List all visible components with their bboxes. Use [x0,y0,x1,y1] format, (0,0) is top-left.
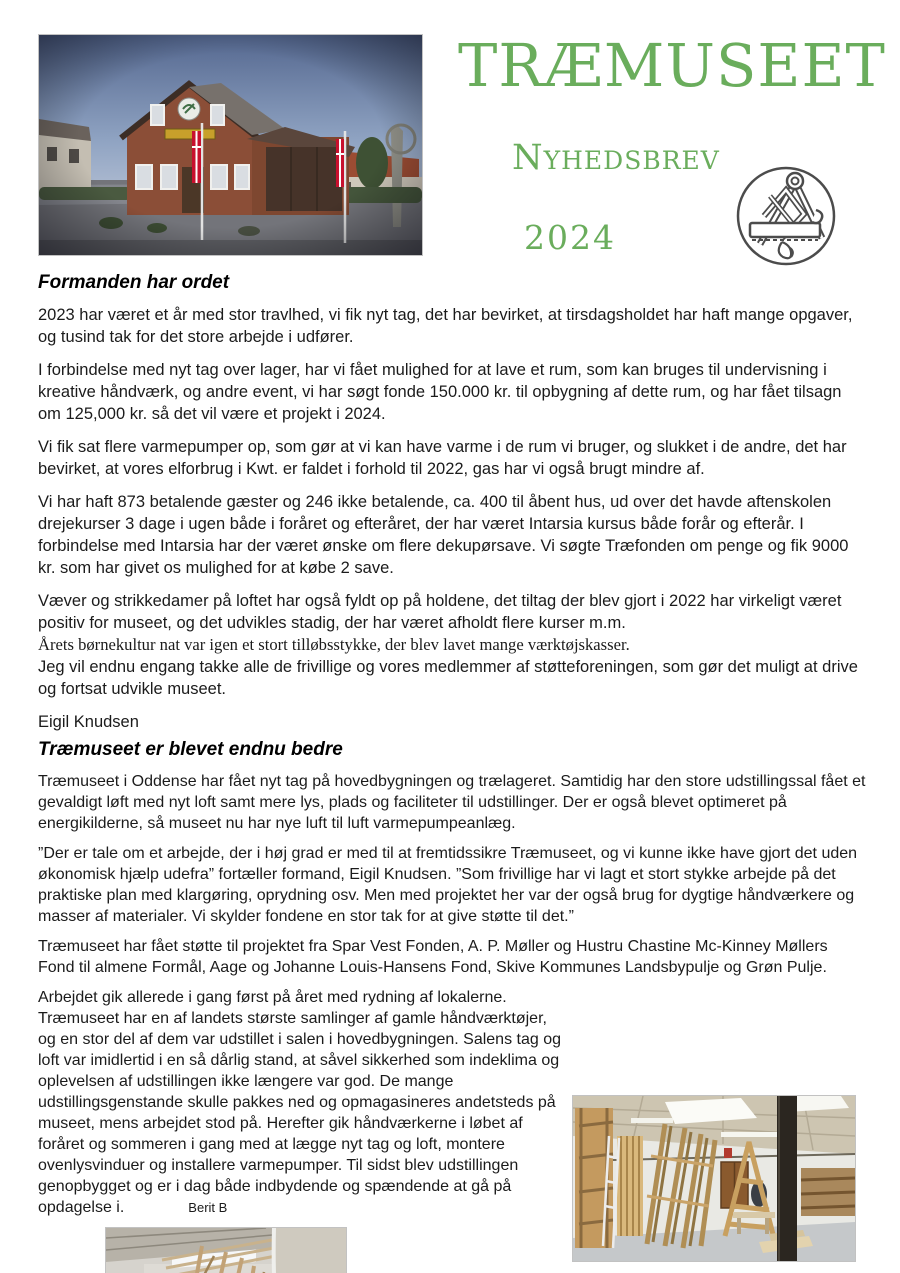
line-serif: Årets børnekultur nat var igen et stort tilløbsstykke, der blev lavet mange værktøjskasser. [38,635,630,654]
closing-paragraph [38,987,866,1218]
paragraph: ”Der er tale om et arbejde, der i høj grad er med til at fremtidssikre Træmuseet, og vi kunne ikke have gjort det uden økonomisk hjælp udefra” fortæller formand, Eigil Knudsen. ”Som frivillige har vi lagt et stort stykke arbejde på det praktiske plan med klargøring, oprydning osv. Men med projektet her var der også brug for dygtige håndværkere og masser af materialer. Vi skylder fondene en stor tak for at give støtte til det.” [38,845,858,925]
paragraph-mixed-fonts [38,590,866,700]
paragraph: Vi har haft 873 betalende gæster og 246 ikke betalende, ca. 400 til åbent hus, ud over det havde aftenskolen drejekurser 3 dage i ugen både i foråret og efteråret, der har været Intarsia kursus både forår og efterår. I forbindelse med Intarsia har der været ønske om flere dekupørsave. Vi søgte Træfonden om penge og fik 9000 kr. som har givet os mulighed for at købe 2 save. [38,493,849,577]
page-title: TRÆMUSEET [458,31,886,100]
byline: Berit B [188,1200,228,1215]
section2-heading: Træmuseet er blevet endnu bedre [38,739,343,760]
renovation-demolition-photo [105,1227,347,1273]
paragraph: 2023 har været et år med stor travlhed, vi fik nyt tag, det har bevirket, at tirsdagsholdet har haft mange opgaver, og tusind tak for det store arbejde i udfører. [38,306,853,346]
paragraph: Vi fik sat flere varmepumper op, som gør at vi kan have varme i de rum vi bruger, og slukket i de andre, det har bevirket, at vores elforbrug i Kwt. er faldet i forhold til 2022, gas har vi også brugt mindre af. [38,438,847,478]
museum-building-photo [38,34,423,256]
section1-heading: Formanden har ordet [38,272,230,293]
carpentry-tools-logo-icon [734,164,838,268]
paragraph: I forbindelse med nyt tag over lager, har vi fået mulighed for at lave et rum, som kan bruges til undervisning i kreative håndværk, og andre event, vi har søgt fonde 150.000 kr. til opbygning af dette rum, og har fået tilsagn om 125,000 kr. så det vil være et projekt i 2024. [38,361,842,423]
masthead [458,31,886,100]
line-sans: Væver og strikkedamer på loftet har også fyldt op på holdene, det tiltag der blev gjort i 2022 har virkeligt været positiv for museet, og det udvikles stadig, der har været afholdt flere kurser m.m. [38,592,842,632]
section2 [38,739,866,1273]
paragraph: Træmuseet i Oddense har fået nyt tag på hovedbygningen og trælageret. Samtidig har den store udstillingssal fået et gevaldigt løft med nyt loft samt mere lys, plads og faciliteter til udstillinger. Der er også blevet optimeret på energikilderne, så museet nu har nye luft til luft varmepumpeanlæg. [38,773,866,832]
newsletter-year: 2024 [524,218,616,257]
chairman-signature: Eigil Knudsen [38,713,139,731]
workshop-wood-storage-photo [572,1095,856,1262]
paragraph: Træmuseet har fået støtte til projektet fra Spar Vest Fonden, A. P. Møller og Hustru Chastine Mc-Kinney Møllers Fond til almene Formål, Aage og Johanne Louis-Hansens Fond, Skive Kommunes Landsbypulje og Grøn Pulje. [38,938,828,976]
line-sans: Jeg vil endnu engang takke alle de frivillige og vores medlemmer af støtteforeningen, som gør det muligt at drive og fortsat udvikle museet. [38,658,858,698]
closing-text: Arbejdet gik allerede i gang først på året med rydning af lokalerne. Træmuseet har en af landets største samlinger af gamle håndværktøjer, og en stor del af dem var udstillet i salen i hovedbygningen. Salens tag og loft var imidlertid i en så dårlig stand, at såvel sikkerhed som indeklima og oplevelsen af udstillingen ikke længere var god. De mange udstillingsgenstande skulle pakkes ned og opmagasineres andetsteds på museet, mens arbejdet stod på. Herefter gik håndværkerne i løbet af foråret og sommeren i gang med at lægge nyt tag og loft, montere ovenlysvinduer og installere varmepumper. Til sidst blev udstillingen genopbygget og er i dag både indbydende og spændende at gå på opdagelse i. [38,989,561,1216]
newsletter-subtitle: Nyhedsbrev [512,138,720,178]
article-body [38,272,866,1273]
